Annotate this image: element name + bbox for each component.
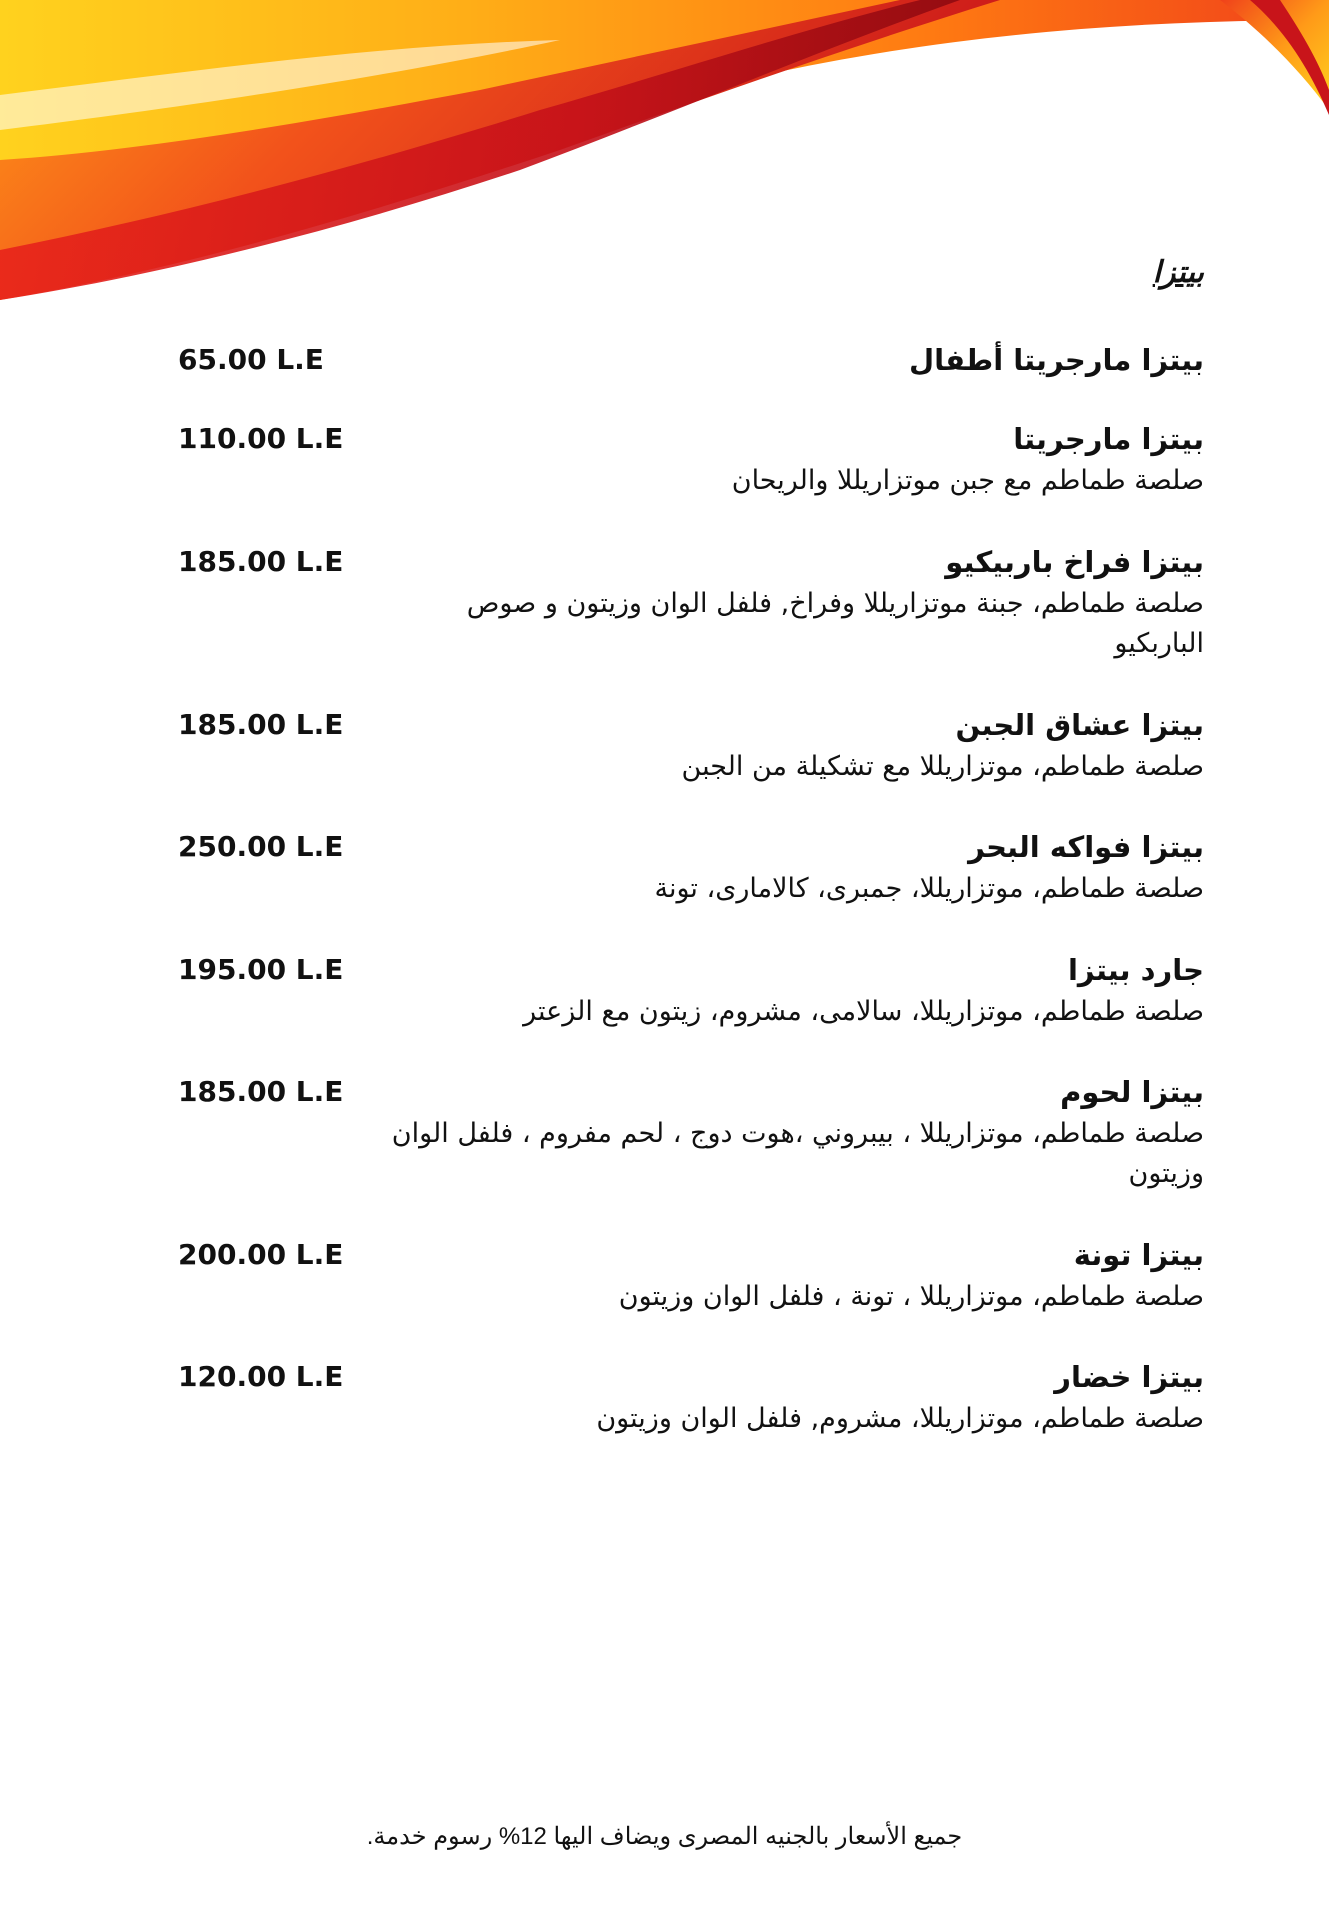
item-price: 185.00 L.E — [178, 1075, 344, 1108]
item-name: بيتزا عشاق الجبن — [955, 708, 1204, 742]
item-name: بيتزا فراخ باربيكيو — [945, 545, 1204, 579]
item-description: صلصة طماطم، موتزاريللا، جمبرى، كالامارى، تونة — [654, 873, 1204, 904]
item-name: بيتزا فواكه البحر — [968, 830, 1204, 864]
item-description: صلصة طماطم، موتزاريللا ، تونة ، فلفل الوان وزيتون — [618, 1281, 1204, 1312]
item-description: صلصة طماطم مع جبن موتزاريللا والريحان — [731, 465, 1204, 496]
item-price: 195.00 L.E — [178, 953, 344, 986]
item-price: 250.00 L.E — [178, 830, 344, 863]
item-name: بيتزا مارجريتا — [1013, 422, 1204, 456]
item-price: 185.00 L.E — [178, 545, 344, 578]
item-description: صلصة طماطم، جبنة موتزاريللا وفراخ, فلفل الوان وزيتون و صوص الباربكيو — [466, 588, 1204, 659]
item-name: بيتزا تونة — [1073, 1238, 1204, 1272]
item-description: صلصة طماطم، موتزاريللا، مشروم, فلفل الوان وزيتون — [596, 1403, 1204, 1434]
item-price: 120.00 L.E — [178, 1360, 344, 1393]
item-name: بيتزا مارجريتا أطفال — [908, 343, 1204, 377]
item-description: صلصة طماطم، موتزاريللا، سالامى، مشروم، زيتون مع الزعتر — [523, 996, 1204, 1027]
item-description: صلصة طماطم، موتزاريللا ، بيبروني ،هوت دوج ، لحم مفروم ، فلفل الوان وزيتون — [391, 1118, 1204, 1189]
item-price: 185.00 L.E — [178, 708, 344, 741]
item-name: بيتزا خضار — [1054, 1360, 1204, 1394]
item-name: جارد بيتزا — [1067, 953, 1204, 987]
service-charge-note: جميع الأسعار بالجنيه المصرى ويضاف اليها 12% رسوم خدمة. — [366, 1823, 963, 1850]
item-name: بيتزا لحوم — [1060, 1075, 1204, 1109]
item-price: 65.00 L.E — [178, 343, 324, 376]
item-price: 200.00 L.E — [178, 1238, 344, 1271]
item-description: صلصة طماطم، موتزاريللا مع تشكيلة من الجبن — [681, 751, 1204, 782]
item-price: 110.00 L.E — [178, 422, 344, 455]
decorative-wave-banner — [0, 0, 1329, 320]
section-title: بيتزا — [1152, 255, 1204, 290]
